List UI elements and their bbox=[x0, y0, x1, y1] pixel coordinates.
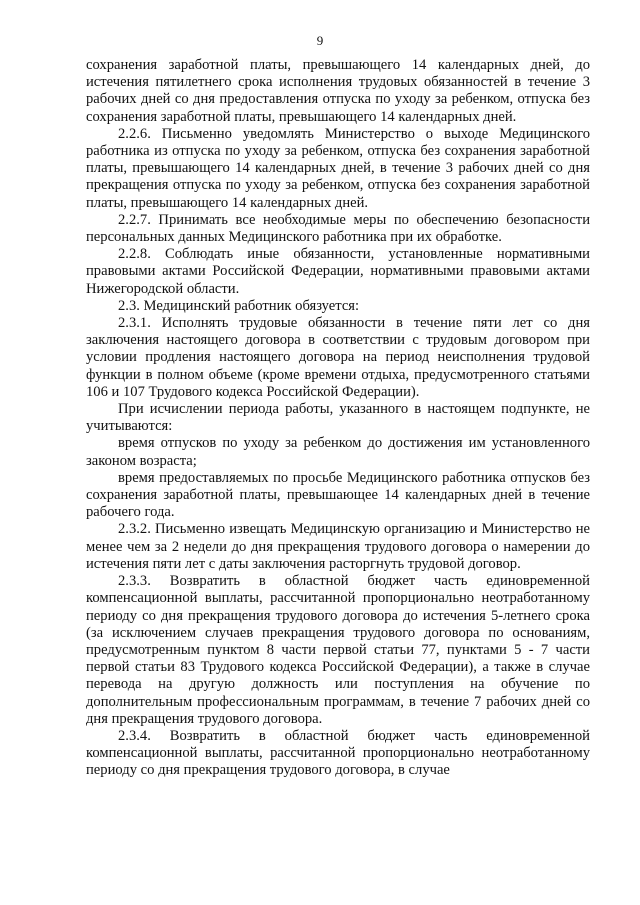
paragraph: 2.3.2. Письменно извещать Медицинскую организацию и Министерство не менее чем за 2 недели до дня прекращения трудового договора о намерении до истечения пяти лет с даты заключения расторгнуть трудовой договор. bbox=[86, 521, 590, 572]
paragraph: время предоставляемых по просьбе Медицинского работника отпусков без сохранения заработной платы, превышающее 14 календарных дней в течение рабочего года. bbox=[86, 469, 590, 521]
paragraph: время отпусков по уходу за ребенком до достижения им установленного законом возраста; bbox=[86, 435, 590, 469]
paragraph: При исчислении периода работы, указанного в настоящем подпункте, не учитываются: bbox=[86, 401, 590, 435]
paragraph: 2.3.3. Возвратить в областной бюджет часть единовременной компенсационной выплаты, рассчитанной пропорционально неотработанному периоду со дня прекращения трудового договора до истечения 5-летнего срока (за исключением случаев прекращения трудового договора по основаниям, предусмотренным пунктом 8 части первой статьи 77, пунктами 5 - 7 части первой статьи 83 Трудового кодекса Российской Федерации), а также в случае перевода на другую должность или поступления на обучение по дополнительным профессиональным программам, в течение 7 рабочих дней со дня прекращения трудового договора. bbox=[86, 573, 590, 727]
paragraph: 2.3.1. Исполнять трудовые обязанности в течение пяти лет со дня заключения настоящего договора в соответствии с трудовым договором при условии продления настоящего договора на период неисполнения трудовой функции в полном объеме (кроме времени отдыха, предусмотренного статьями 106 и 107 Трудового кодекса Российской Федерации). bbox=[86, 315, 590, 400]
paragraph: 2.3.4. Возвратить в областной бюджет часть единовременной компенсационной выплаты, рассчитанной пропорционально неотработанному периоду со дня прекращения трудового договора, в случае bbox=[86, 727, 590, 779]
paragraph: 2.2.8. Соблюдать иные обязанности, установленные нормативными правовыми актами Российской Федерации, нормативными правовыми актами Нижегородской области. bbox=[86, 246, 590, 297]
page-number: 9 bbox=[316, 33, 324, 48]
paragraph: 2.3. Медицинский работник обязуется: bbox=[118, 297, 360, 314]
document-body bbox=[86, 57, 590, 780]
paragraph: 2.2.6. Письменно уведомлять Министерство о выходе Медицинского работника из отпуска по уходу за ребенком, отпуска без сохранения заработной платы, превышающего 14 календарных дней, в течение 3 рабочих дней со дня прекращения отпуска по уходу за ребенком, отпуска без сохранения заработной платы, превышающего 14 календарных дней. bbox=[86, 125, 590, 211]
paragraph: 2.2.7. Принимать все необходимые меры по обеспечению безопасности персональных данных Медицинского работника при их обработке. bbox=[86, 211, 590, 246]
paragraph: сохранения заработной платы, превышающего 14 календарных дней, до истечения пятилетнего срока исполнения трудовых обязанностей в течение 3 рабочих дней со дня предоставления отпуска по уходу за ребенком, отпуска без сохранения заработной платы, превышающего 14 календарных дней. bbox=[86, 57, 590, 125]
